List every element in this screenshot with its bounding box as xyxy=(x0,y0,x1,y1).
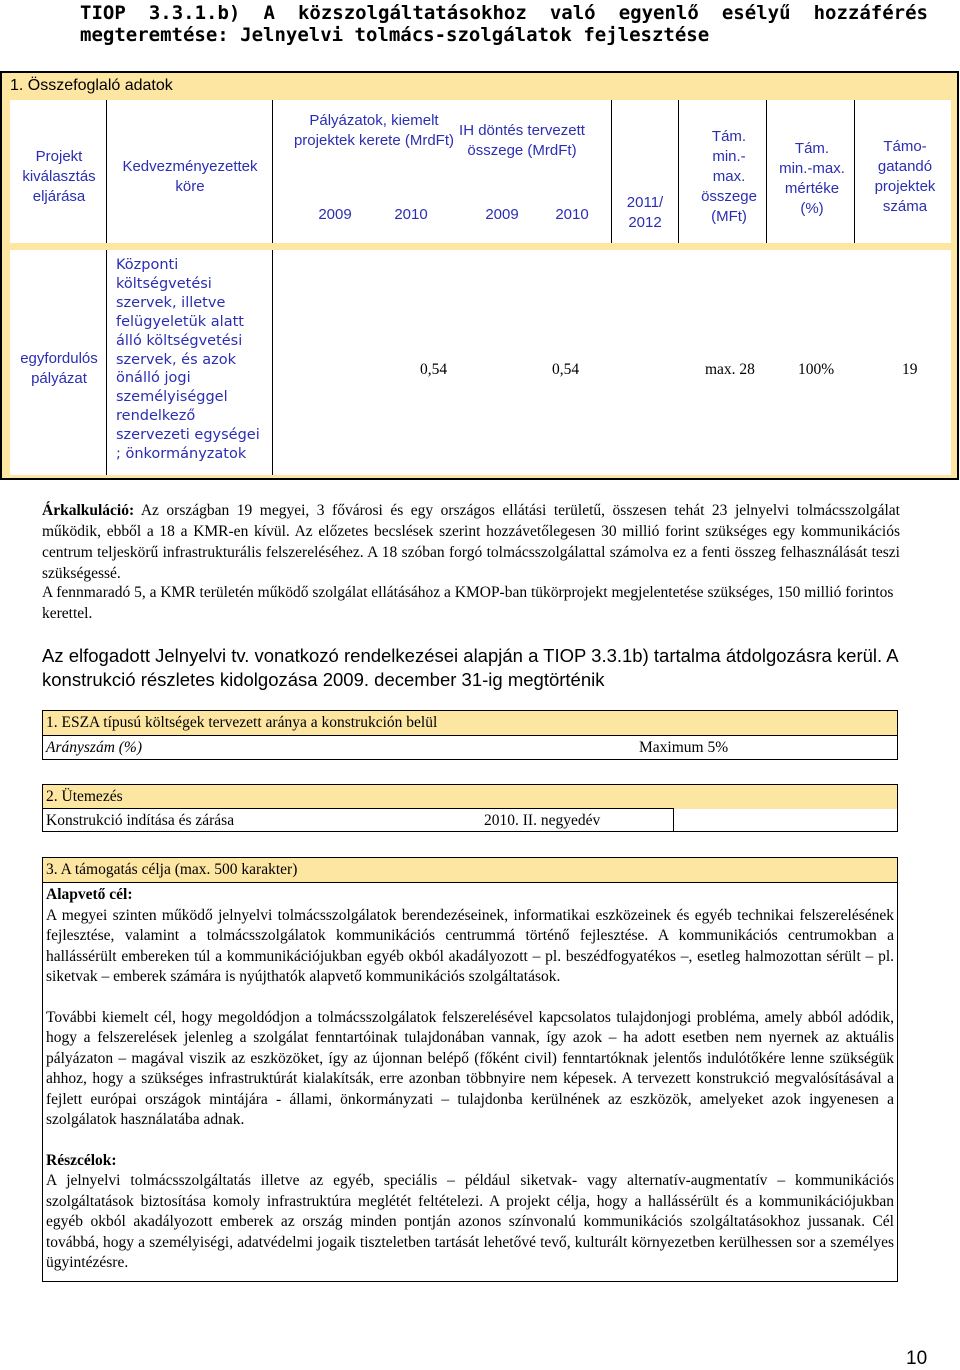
summary-heading: 1. Összefoglaló adatok xyxy=(10,77,173,94)
page-title: TIOP 3.3.1.b) A közszolgáltatásokhoz való egyenlő esélyű hozzáférés megteremtése: Jelnyelvi tolmács-szolgálatok fejlesztése xyxy=(80,2,928,46)
goal-heading: 3. A támogatás célja (max. 500 karakter) xyxy=(43,858,897,883)
goal-sub-text: A jelnyelvi tolmácsszolgáltatás illetve az egyéb, speciális – például siketvak- vagy alternatív-augmentatív – kommunikációs szolgáltatások biztosítása komoly infrastruktúra meglétét feltételezi. A projekt célja, hogy a hallássérült és a kommunikációjukban egyéb okból akadályozott emberek az ország minden pontján azonos színvonalú kommunikációs szolgáltatásokhoz jussanak. Cél továbbá, hogy a személyiségi, adatvédelmi jogaik tiszteletben tartását lehetővé tevő, kulturált környezetben kerülhessen sor a személyes ügyintézésre. xyxy=(46,1172,894,1271)
row-ih-2009: 0,54 xyxy=(420,361,448,378)
goal-body xyxy=(43,883,897,1274)
header-ih-2010: 2010 xyxy=(555,206,589,223)
header-ih-2009: 2009 xyxy=(485,206,519,223)
header-frame: Pályázatok, kiemelt projektek kerete (MrdFt) xyxy=(293,112,455,149)
schedule-label: Konstrukció indítása és zárása xyxy=(46,812,235,829)
page-number: 10 xyxy=(906,1348,928,1369)
header-frame-2010: 2010 xyxy=(394,206,428,223)
notice-text: Az elfogadott Jelnyelvi tv. vonatkozó rendelkezései alapján a TIOP 3.3.1b) tartalma átdolgozásra kerül. A konstrukció részletes kidolgozása 2009. december 31-ig megtörténik xyxy=(42,645,898,690)
schedule-value: 2010. II. negyedév xyxy=(484,812,601,829)
header-beneficiaries: Kedvezményezettek köre xyxy=(122,158,258,195)
goal-sub-label: Részcélok: xyxy=(46,1151,117,1169)
esza-row xyxy=(43,736,897,759)
summary-table xyxy=(0,71,959,480)
row-count: 19 xyxy=(902,361,918,378)
schedule-heading: 2. Ütemezés xyxy=(43,785,897,809)
esza-value: Maximum 5% xyxy=(639,739,729,756)
header-frame-2009: 2009 xyxy=(318,206,352,223)
goal-box xyxy=(42,857,898,1282)
esza-heading: 1. ESZA típusú költségek tervezett aránya a konstrukción belül xyxy=(43,711,897,736)
header-ih-2011: 2011/ 2012 xyxy=(626,194,664,231)
price-calc-text: Az országban 19 megyei, 3 fővárosi és egy országos ellátási területű, összesen tehát 23 jelnyelvi tolmácsszolgálat működik, ebből a 18 a KMR-en kívül. Az előzetes becslések szerint hozzávetőlegesen 30 millió forint szükséges egy kommunikációs centrum teljeskörű infrastrukturális felszereléséhez. A 18 szóban forgó tolmácsszolgálattal számolva ez a fenti összeg felhasználását teszi szükségessé. xyxy=(42,502,900,582)
price-calc-paragraph xyxy=(42,500,900,584)
row-amount: max. 28 xyxy=(705,361,755,378)
esza-box xyxy=(42,710,898,760)
goal-basic-label: Alapvető cél: xyxy=(46,886,133,903)
row-ih-2010: 0,54 xyxy=(552,361,580,378)
schedule-row xyxy=(43,809,897,832)
row-procedure: egyfordulós pályázat xyxy=(20,350,98,387)
header-procedure: Projekt kiválasztás eljárása xyxy=(22,148,96,205)
price-calc-paragraph-2: A fennmaradó 5, a KMR területén működő szolgálat ellátásához a KMOP-ban tükörprojekt megjelentetése szükséges, 150 millió forintos kerettel. xyxy=(42,584,894,622)
header-amount: Tám. min.- max. összege (MFt) xyxy=(701,128,757,225)
header-rate: Tám. min.-max. mértéke (%) xyxy=(779,140,845,217)
row-rate: 100% xyxy=(798,361,835,378)
header-ih: IH döntés tervezett összege (MrdFt) xyxy=(459,122,585,159)
price-calc-label: Árkalkuláció: xyxy=(42,502,135,519)
row-beneficiaries: Központi költségvetési szervek, illetve felügyeletük alatt álló költségvetési szervek, és azok önálló jogi személyiséggel rendelkező szervezeti egységei ; önkormányzatok xyxy=(116,257,260,463)
goal-further-text: További kiemelt cél, hogy megoldódjon a tolmácsszolgálatok felszerelésével kapcsolatos tulajdonjogi probléma, amely abból adódik, hogy a felszerelések jelenleg a szolgálat fenntartóinak tulajdonában vannak, így azok – ha adott esetben nem nyernek az aktuális pályázaton – magával viszik az eszközöket, így az újonnan belépő (főként civil) fenntartóknak jelentős indulótőkére lenne szükségük ahhoz, hogy a szükséges infrastruktúrát kialakítsák, erre azonban többnyire nem képesek. A tervezett konstrukció megvalósításával a fejlett európai országok mintájára - állami, önkormányzati – tulajdonba kerülnének az eszközök, amelyeket azok ingyenesen a szolgálatok használatába adnak. xyxy=(46,1008,894,1128)
schedule-box xyxy=(42,784,898,832)
goal-basic-text: A megyei szinten működő jelnyelvi tolmácsszolgálatok berendezéseinek, informatikai eszközeinek és egyéb technikai felszerelésének fejlesztése, valamint a tolmácsszolgálatok kommunikációs centrummá történő fejlesztése. A kommunikációs centrumokban a hallássérült embereken túl a kommunikációjukban egyéb okból akadályozott – pl. beszédfogyatékos –, esetleg halmozottan sérült – pl. siketvak – emberek számára is nyújthatók alapvető kommunikációs szolgáltatások. xyxy=(46,906,894,985)
esza-label: Arányszám (%) xyxy=(46,739,142,756)
header-count: Támo-gatandó projektek száma xyxy=(874,138,936,215)
